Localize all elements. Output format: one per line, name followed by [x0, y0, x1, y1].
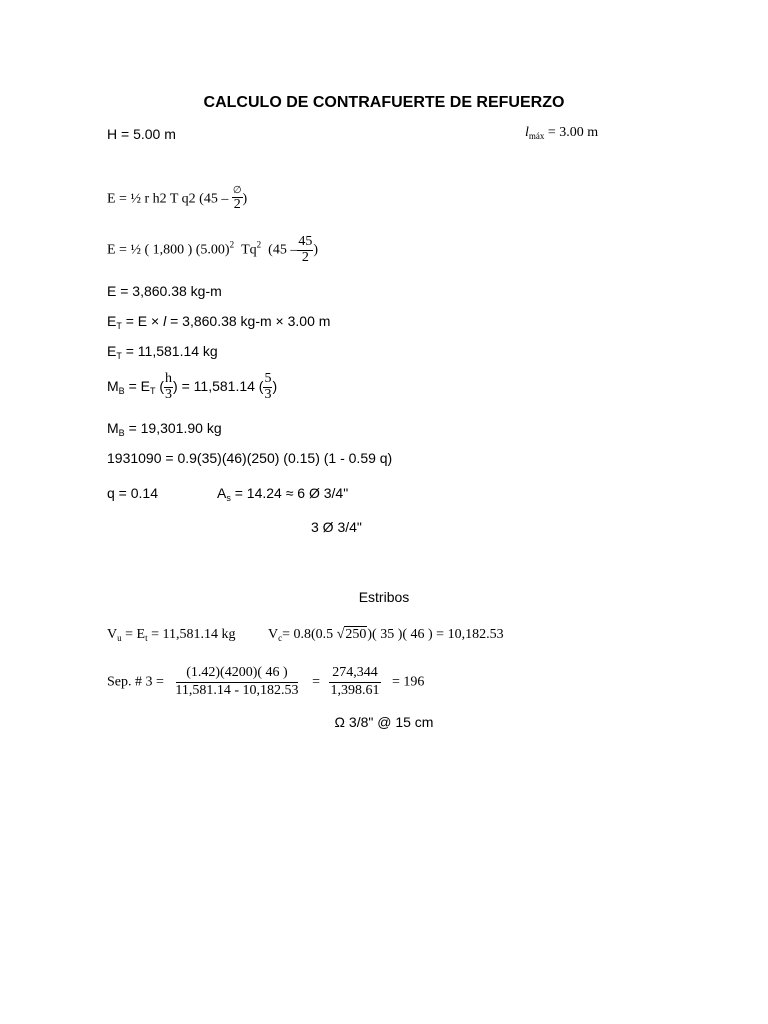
lmax-symbol: l	[525, 125, 529, 140]
et1-l: l	[163, 313, 167, 329]
et-line-2	[107, 344, 218, 361]
design-equation: 1931090 = 0.9(35)(46)(250) (0.15) (1 - 0.59 q)	[107, 450, 393, 466]
mb1-open: (	[155, 377, 165, 394]
vu-u: u	[117, 633, 122, 643]
et1-mid: = E ×	[121, 313, 164, 329]
e-substituted	[107, 235, 318, 265]
estribos-heading: Estribos	[358, 589, 410, 605]
spacing-line	[107, 666, 424, 698]
e-result: E = 3,860.38 kg-m	[107, 283, 222, 299]
mb1-m: M	[107, 377, 119, 394]
et-line-1	[107, 314, 330, 331]
vu-t: t	[145, 633, 148, 643]
sep-label: Sep. # 3 =	[107, 674, 164, 690]
vu-v: V	[107, 627, 118, 642]
vc-post: )( 35 )( 46 ) = 10,182.53	[367, 627, 504, 642]
vc-c: c	[278, 633, 283, 643]
sep-num2: 274,344	[329, 666, 381, 683]
lmax-number: = 3.00 m	[547, 125, 599, 140]
mb2-rest: = 19,301.90 kg	[124, 420, 222, 436]
mb1-num2: 5	[264, 371, 272, 386]
mb-line-1	[107, 372, 277, 402]
et1-e: E	[107, 313, 117, 329]
sep-num1: (1.42)(4200)( 46 )	[176, 666, 297, 683]
q-value: q = 0.14	[107, 485, 158, 501]
mb2-b: B	[118, 428, 125, 438]
e-sub-left: E = ½ ( 1,800 ) (5.00)	[107, 242, 230, 258]
mb1-eq: = E	[124, 377, 150, 394]
vu-rest: = E	[121, 627, 146, 642]
as-s: s	[226, 493, 231, 503]
vc-v: V	[268, 627, 279, 642]
mb1-den1: 3	[165, 386, 173, 402]
vu-line	[107, 628, 235, 643]
mb1-num1: h	[165, 371, 173, 386]
sep-eq: =	[312, 674, 320, 690]
e-sub-sup1: 2	[229, 239, 235, 250]
stirrup-spec: Ω 3/8" @ 15 cm	[334, 714, 434, 730]
sep-fraction-2	[327, 666, 382, 698]
mb1-den2: 3	[264, 386, 272, 402]
e-formula	[107, 186, 247, 212]
mb2-m: M	[107, 420, 119, 436]
sep-fraction-1	[171, 666, 302, 698]
e-sub-fraction	[297, 235, 313, 265]
et2-rest: = 11,581.14 kg	[121, 343, 218, 359]
lmax-value	[525, 126, 598, 141]
mb1-b: B	[118, 385, 125, 396]
vc-sqrt-symbol: √	[336, 627, 345, 642]
page-title: CALCULO DE CONTRAFUERTE DE REFUERZO	[203, 94, 565, 111]
lmax-subscript: máx	[528, 131, 545, 141]
e-sub-num: 45	[298, 234, 313, 249]
vc-pre: = 0.8(0.5	[282, 627, 334, 642]
sep-result: = 196	[391, 674, 425, 690]
mb1-close: )	[272, 377, 278, 394]
mb-line-2	[107, 421, 222, 438]
mb1-mid: ) = 11,581.14 (	[173, 377, 264, 394]
e-sub-open: (45 –	[268, 242, 298, 258]
e-formula-den: 2	[233, 196, 241, 212]
sep-den1: 11,581.14 - 10,182.53	[175, 682, 299, 698]
as-value	[217, 486, 348, 503]
et1-t: T	[116, 321, 122, 331]
vc-sqrt-value: 250	[345, 627, 367, 642]
et1-rest: = 3,860.38 kg-m × 3.00 m	[166, 313, 331, 329]
e-sub-mid: Tq	[241, 242, 257, 258]
vu-value: = 11,581.14 kg	[147, 627, 236, 642]
height-value: H = 5.00 m	[107, 126, 176, 142]
et2-e: E	[107, 343, 117, 359]
e-formula-fraction	[232, 186, 243, 212]
mb1-fraction-1	[164, 372, 173, 402]
as-a: A	[217, 485, 227, 501]
sep-den2: 1,398.61	[330, 682, 380, 698]
et2-t: T	[116, 351, 122, 361]
bar-count: 3 Ø 3/4"	[311, 519, 362, 535]
e-sub-sup2: 2	[256, 239, 262, 250]
as-rest: = 14.24 ≈ 6 Ø 3/4"	[230, 485, 349, 501]
e-formula-right: )	[242, 191, 248, 207]
e-formula-left: E = ½ r h2 T q2 (45 –	[107, 191, 229, 207]
e-formula-num: ∅	[232, 185, 242, 196]
mb1-t: T	[149, 385, 156, 396]
vc-line	[268, 628, 504, 643]
e-sub-den: 2	[301, 249, 309, 265]
e-sub-close: )	[313, 242, 319, 258]
